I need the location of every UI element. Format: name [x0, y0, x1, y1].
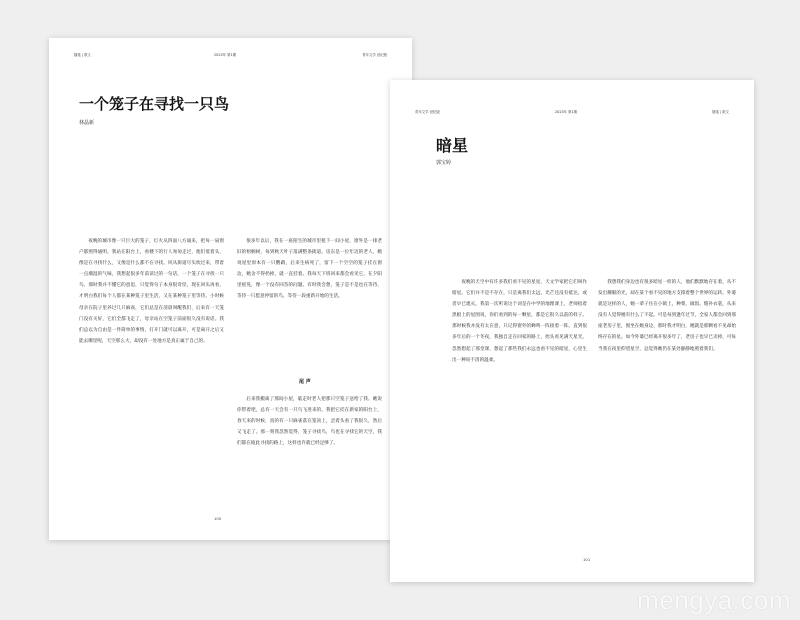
running-header-right: 青年文学 世纪版: [362, 53, 387, 57]
page-number: 100: [214, 516, 222, 521]
left-page: [49, 38, 412, 540]
right-page: [390, 80, 754, 582]
text-column-2: 很多年以后，我在一座陌生的城市里租下一间小屋，窗外是一排老旧的梧桐树，每到秋天叶子落满整条街道。房东是一位年迈的老人，她说屋里原本有一只鹦鹉，后来生病死了，留下一个空空的笼子挂在窗边，她舍不得扔掉，就一直挂着。我每天下班回来都会看见它，在夕阳里摇晃，像一个没有回答的问题。有时我会想，笼子是不是也在等待，等待一只愿意停留的鸟，等待一段重新开始的生活。: [237, 239, 382, 300]
text-column-2: 我想我们身边也有很多暗星一样的人，他们默默地存在着，从不发出耀眼的光，却在某个看不见的地方支撑着整个世界的运转。外婆就是这样的人，她一辈子住在小镇上，种菜、做饭、缝补衣裳，从来没有人觉得她有什么了不起。可是每到逢年过节，全家人都会回到那座老房子里，围坐在她身边，那时我才明白，她就是那颗看不见却始终存在的星。如今外婆已经离开很多年了，老房子也早已卖掉，可每当我在夜里仰望星空，总觉得她仍在某处静静地照着我们。: [598, 280, 736, 352]
running-header-center: 2023年 第1期: [555, 110, 578, 114]
text-column-1: 夜晚的城市像一只巨大的笼子，灯火从四面八方涌来，把每一扇窗户都照得通明。我站在阳台上，看楼下的行人匆匆走过，他们低着头，像是在寻找什么，又像是什么都不在寻找。风从街道尽头吹过来，带着一点潮湿的气味，我想起很多年前读过的一句话，一个笼子在寻找一只鸟。那时我并不懂它的意思，只觉得句子本身很奇怪，现在回头再看，才明白我们每个人都在某种笼子里生活，又在某种笼子里等待。小时候母亲在院子里养过几只麻雀，它们总是在清晨叫醒我们，后来有一天笼门没有关好，它们全都飞走了，母亲站在空笼子前面很久没有说话。我们总以为自由是一件简单的事情，打开门就可以离开，可是离开之后又能去哪里呢，天空那么大，却没有一处地方是真正属于自己的。: [79, 239, 224, 344]
text-column-2-continued: 后来我搬离了那间小屋，临走时老人把那只空笼子送给了我。她说你带着吧，总有一天会有一只鸟飞进来的。我把它挂在新家的阳台上，春天来的时候，真的有一只麻雀落在笼顶上，歪着头看了我很久，然后又飞走了。那一刻我忽然觉得，笼子寻找鸟，鸟也在寻找它的天空，我们都在彼此寻找的路上，这样也许就已经足够了。: [237, 397, 382, 447]
running-header-right: 随笔 | 散文: [712, 110, 729, 114]
text-column-1: 夜晚的天空中有许多我们看不见的星星，天文学家把它们叫作暗星。它们并不是不存在，只是离我们太远，光芒还没有抵达，或者早已熄灭。我第一次听说这个词是在中学的地理课上，老师指着黑板上的星图说，你们看到的每一颗星，都是它很久以前的样子。那时候我并没有太在意，只记得窗外的蝉鸣一阵接着一阵。直到很多年后的一个冬夜，我独自走在回家的路上，抬头看见满天星光，忽然想起了那堂课，想起了那些我们永远也看不见的暗星，心里生出一种说不清的温柔。: [452, 280, 587, 363]
article-author: 郭宝婷: [436, 160, 452, 166]
page-number: 101: [583, 557, 591, 562]
article-title: 一个笼子在寻找一只鸟: [79, 95, 230, 113]
site-watermark: mengya.com: [637, 585, 791, 615]
section-heading: 尾 声: [299, 379, 311, 385]
running-header-left: 青年文学 世纪版: [415, 110, 440, 114]
running-header-center: 2023年 第1期: [214, 53, 237, 57]
running-header-left: 随笔 | 散文: [74, 53, 91, 57]
article-title: 暗星: [436, 136, 469, 155]
article-author: 林晶新: [79, 120, 95, 126]
